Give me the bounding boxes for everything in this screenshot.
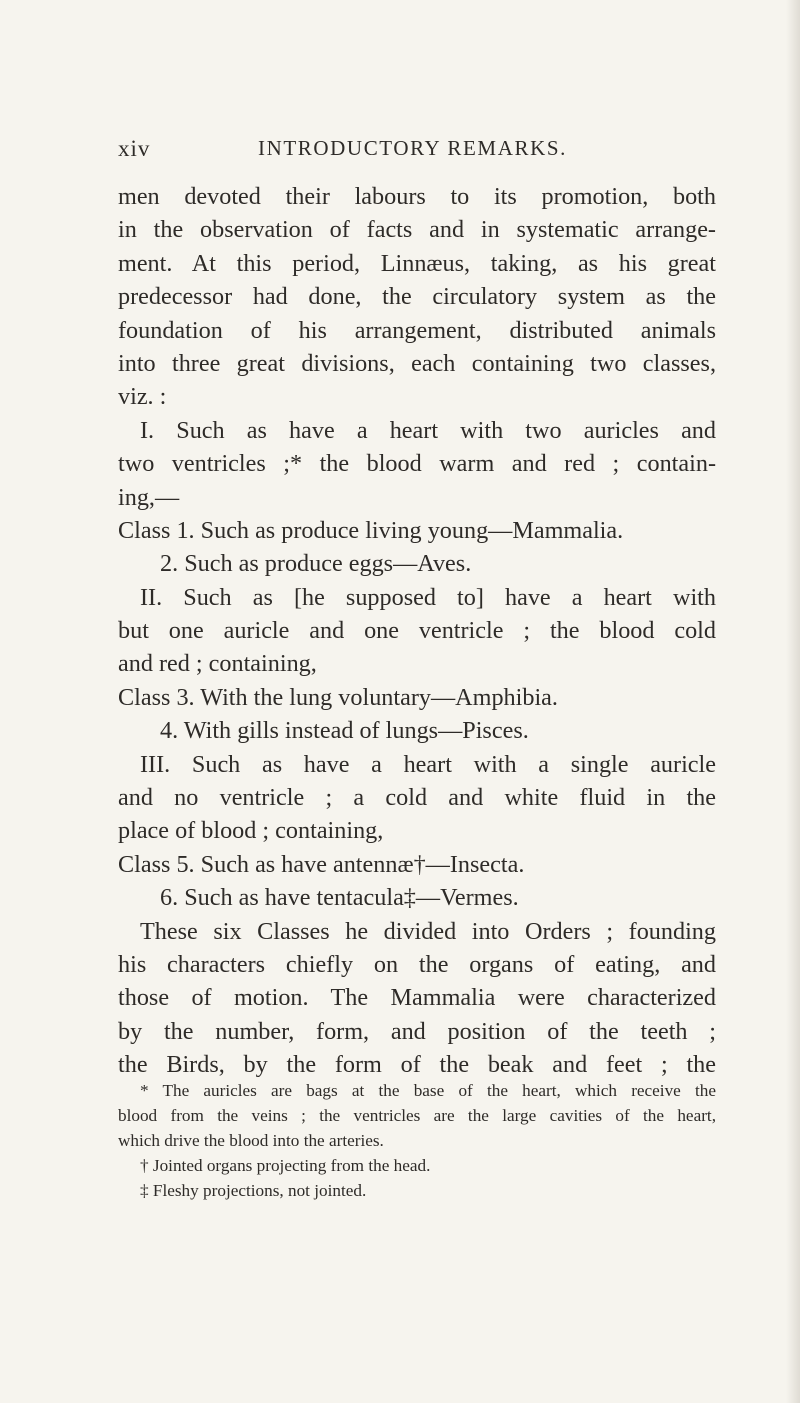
body-line: viz. : xyxy=(118,383,167,411)
body-line: I. Such as have a heart with two auricles and xyxy=(140,416,716,444)
body-line: two ventricles ;* the blood warm and red ; contain- xyxy=(118,450,716,478)
footnote-line: * The auricles are bags at the base of the heart, which receive the xyxy=(140,1081,716,1100)
body-line: by the number, form, and position of the teeth ; xyxy=(118,1017,716,1045)
class-entry: 6. Such as have tentacula‡—Vermes. xyxy=(160,884,519,912)
body-line: and red ; containing, xyxy=(118,650,317,678)
body-line: ment. At this period, Linnæus, taking, as his great xyxy=(118,249,716,277)
body-line: foundation of his arrangement, distributed animals xyxy=(118,316,716,344)
body-line: II. Such as [he supposed to] have a heart with xyxy=(140,583,716,611)
body-line: the Birds, by the form of the beak and feet ; the xyxy=(118,1051,716,1079)
body-line: ing,— xyxy=(118,483,180,511)
class-entry: Class 3. With the lung voluntary—Amphibia. xyxy=(118,683,558,711)
body-line: his characters chiefly on the organs of eating, and xyxy=(118,950,716,978)
page-header xyxy=(118,136,678,164)
body-text xyxy=(118,180,716,1082)
body-line: III. Such as have a heart with a single auricle xyxy=(140,750,716,778)
class-entry: Class 5. Such as have antennæ†—Insecta. xyxy=(118,850,525,878)
body-line: place of blood ; containing, xyxy=(118,817,384,845)
class-entry: 2. Such as produce eggs—Aves. xyxy=(160,550,472,578)
body-line: and no ventricle ; a cold and white fluid in the xyxy=(118,784,716,812)
body-line: predecessor had done, the circulatory system as the xyxy=(118,283,716,311)
body-line: but one auricle and one ventricle ; the blood cold xyxy=(118,617,716,645)
running-head: INTRODUCTORY REMARKS. xyxy=(258,136,567,160)
body-line: in the observation of facts and in systematic arrange- xyxy=(118,216,716,244)
page-edge-shadow xyxy=(786,0,800,1403)
footnote-line: † Jointed organs projecting from the head. xyxy=(140,1156,431,1175)
body-line: men devoted their labours to its promotion, both xyxy=(118,183,716,210)
body-line: those of motion. The Mammalia were characterized xyxy=(118,984,716,1012)
footnote-line: blood from the veins ; the ventricles are the large cavities of the heart, xyxy=(118,1106,716,1125)
footnotes xyxy=(118,1078,716,1203)
page-number: xiv xyxy=(118,136,151,161)
class-entry: Class 1. Such as produce living young—Mammalia. xyxy=(118,516,624,544)
footnote-line: ‡ Fleshy projections, not jointed. xyxy=(140,1181,367,1200)
class-entry: 4. With gills instead of lungs—Pisces. xyxy=(160,717,529,745)
body-line: into three great divisions, each containing two classes, xyxy=(118,349,716,377)
footnote-line: which drive the blood into the arteries. xyxy=(118,1131,384,1150)
body-line: These six Classes he divided into Orders ; founding xyxy=(140,917,716,945)
